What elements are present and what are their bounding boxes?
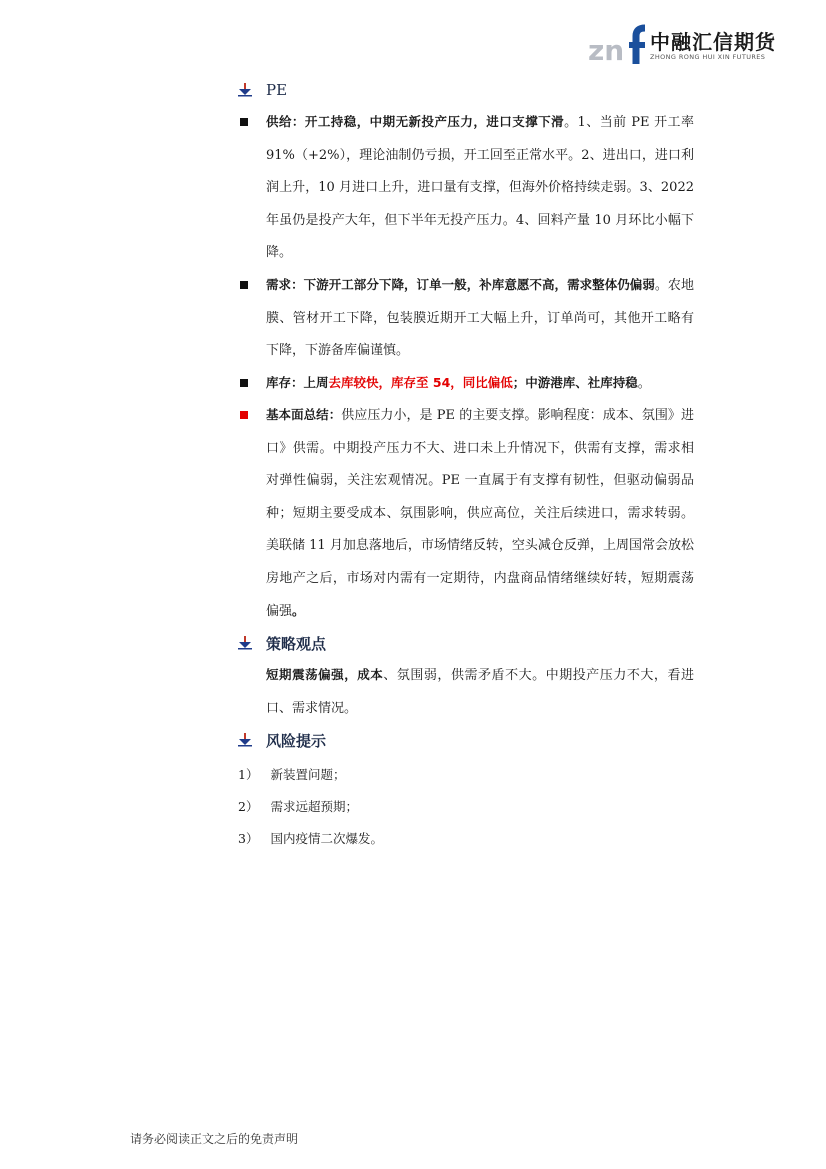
summary-paragraph — [266, 399, 694, 629]
risk-item-text: 国内疫情二次爆发。 — [270, 831, 383, 846]
down-arrow-bullet-icon — [238, 636, 252, 650]
inventory-tail: 。 — [637, 376, 651, 391]
svg-text:zn: zn — [588, 34, 625, 66]
square-bullet-icon — [240, 118, 248, 126]
znf-logo-mark — [588, 22, 648, 66]
supply-paragraph — [266, 106, 694, 270]
section-pe-title: PE — [266, 81, 288, 99]
inventory-paragraph — [266, 367, 694, 401]
risk-item-text: 需求远超预期； — [270, 799, 358, 814]
square-bullet-icon — [240, 281, 248, 289]
section-strategy-heading — [238, 631, 326, 655]
logo-english-name: ZHONG RONG HUI XIN FUTURES — [650, 53, 766, 61]
summary-tail: 。 — [292, 603, 305, 618]
section-risk-title: 风险提示 — [266, 731, 327, 750]
section-risk-heading — [238, 728, 326, 752]
inventory-label-a: 库存：上周 — [266, 375, 329, 390]
demand-paragraph — [266, 269, 694, 368]
risk-item-number: 1） — [238, 767, 259, 782]
logo-chinese-name: 中融汇信期货 — [650, 30, 776, 54]
strategy-text: 、氛围弱，供需矛盾不大。中期投产压力不大，看进口、需求情况。 — [266, 668, 694, 716]
square-bullet-icon — [240, 379, 248, 387]
section-strategy-title: 策略观点 — [266, 634, 327, 653]
risk-item-number: 3） — [238, 831, 259, 846]
risk-item — [238, 797, 358, 815]
inventory-label-highlight: 去库较快，库存至 54，同比偏低 — [328, 375, 513, 390]
summary-label: 基本面总结： — [266, 407, 342, 422]
section-pe-heading — [238, 78, 287, 102]
risk-item-text: 新装置问题； — [270, 767, 346, 782]
demand-label: 需求：下游开工部分下降，订单一般，补库意愿不高，需求整体仍偏弱 — [266, 277, 655, 292]
supply-label: 供给：开工持稳，中期无新投产压力，进口支撑下滑 — [266, 114, 565, 129]
red-square-bullet-icon — [240, 411, 248, 419]
strategy-bold: 短期震荡偏强，成本 — [266, 667, 384, 682]
inventory-label-b: ；中游港库、社库持稳 — [512, 375, 638, 390]
risk-item — [238, 829, 383, 847]
risk-item-number: 2） — [238, 799, 259, 814]
risk-item — [238, 765, 345, 783]
down-arrow-bullet-icon — [238, 83, 252, 97]
summary-text: 供应压力小，是 PE 的主要支撑。影响程度：成本、氛围》进口》供需。中期投产压力不大、进口未上升情况下，供需有支撑，需求相对弹性偏弱，关注宏观情况。PE 一直属于有支撑有韧性，但驱动偏弱品种；短期主要受成本、氛围影响，供应高位，关注后续进口，需求转弱。美联储 11 月加息落地后，市场情绪反转，空头减仓反弹，上周国常会放松房地产之后，市场对内需有一定期待，内盘商品情绪继续好转，短期震荡偏强 — [266, 408, 694, 619]
demand-text: 。农地膜、管材开工下降，包装膜近期开工大幅上升，订单尚可，其他开工略有下降，下游备库偏谨慎。 — [266, 278, 694, 358]
strategy-paragraph — [266, 659, 694, 725]
supply-text: 。1、当前 PE 开工率 91%（+2%），理论油制仍亏损，开工回至正常水平。2、进出口，进口利润上升，10 月进口上升，进口量有支撑，但海外价格持续走弱。3、2022 年虽仍是投产大年，但下半年无投产压力。4、回料产量 10 月环比小幅下降。 — [266, 115, 694, 260]
company-logo — [588, 22, 778, 66]
footer-disclaimer: 请务必阅读正文之后的免责声明 — [130, 1132, 299, 1146]
down-arrow-bullet-icon — [238, 733, 252, 747]
